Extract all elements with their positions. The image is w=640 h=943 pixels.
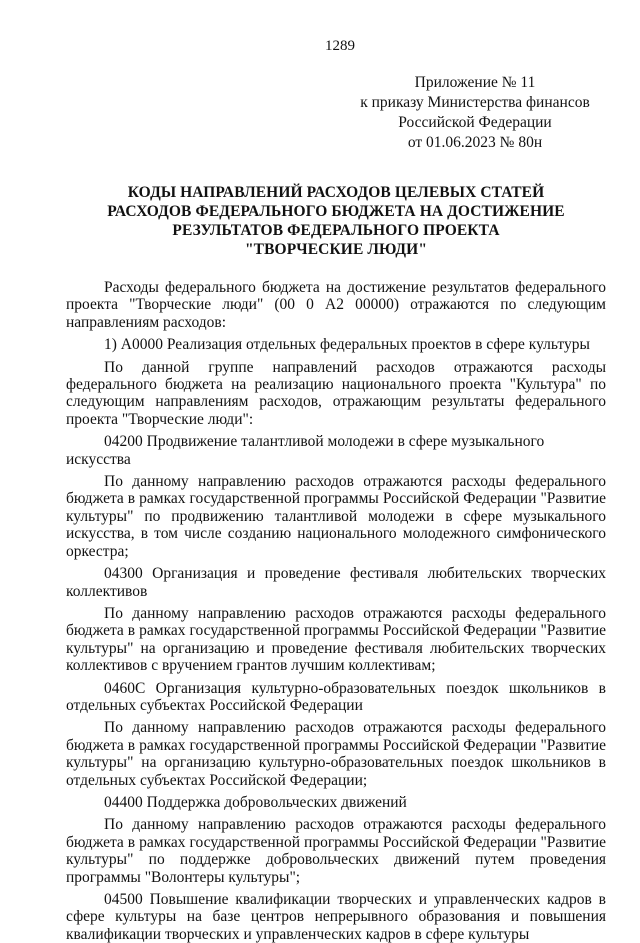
- appendix-line: Российской Федерации: [398, 114, 552, 131]
- paragraph-code-04300-desc: По данному направлению расходов отражаются расходы федерального бюджета в рамках государственной программы Российской Федерации "Развитие культуры" на организацию и проведение фестиваля любительских творческих коллективов с вручением грантов лучшим коллективам;: [66, 604, 606, 675]
- title-line: РАСХОДОВ ФЕДЕРАЛЬНОГО БЮДЖЕТА НА ДОСТИЖЕНИЕ: [107, 203, 565, 220]
- paragraph-intro: Расходы федерального бюджета на достижение результатов федерального проекта "Творческие люди" (00 0 А2 00000) отражаются по следующим направлениям расходов:: [66, 279, 606, 331]
- paragraph-code-04300: 04300 Организация и проведение фестиваля любительских творческих коллективов: [66, 565, 606, 600]
- paragraph-code-04400-desc: По данному направлению расходов отражаются расходы федерального бюджета в рамках государственной программы Российской Федерации "Развитие культуры" по поддержке добровольческих движений путем проведения программы "Волонтеры культуры";: [66, 816, 606, 886]
- page-number: 1289: [325, 38, 355, 54]
- paragraph-code-0460c: 0460С Организация культурно-образовательных поездок школьников в отдельных субъектах Российской Федерации: [66, 679, 606, 714]
- appendix-line: к приказу Министерства финансов: [360, 94, 590, 111]
- document-body: [66, 279, 606, 943]
- paragraph-group-a0000-desc: По данной группе направлений расходов отражаются расходы федерального бюджета на реализацию национального проекта "Культура" по следующим направлениям расходов, отражающим результаты федерального проекта "Творческие люди":: [66, 358, 606, 428]
- appendix-header: [360, 73, 590, 153]
- paragraph-code-04400: 04400 Поддержка добровольческих движений: [104, 793, 407, 811]
- paragraph-code-04200: 04200 Продвижение талантливой молодежи в сфере музыкального искусства: [66, 433, 545, 468]
- title-line: РЕЗУЛЬТАТОВ ФЕДЕРАЛЬНОГО ПРОЕКТА: [172, 222, 500, 239]
- title-line: КОДЫ НАПРАВЛЕНИЙ РАСХОДОВ ЦЕЛЕВЫХ СТАТЕЙ: [127, 184, 545, 201]
- paragraph-code-0460c-desc: По данному направлению расходов отражаются расходы федерального бюджета в рамках государственной программы Российской Федерации "Развитие культуры" на организацию культурно-образовательных поездок школьников в отдельных субъектах Российской Федерации;: [66, 719, 606, 789]
- appendix-line: от 01.06.2023 № 80н: [407, 134, 543, 151]
- paragraph-group-a0000: 1) А0000 Реализация отдельных федеральных проектов в сфере культуры: [104, 336, 590, 354]
- paragraph-code-04500: 04500 Повышение квалификации творческих и управленческих кадров в сфере культуры на базе центров непрерывного образования и повышения квалификации творческих и управленческих кадров в сфере культуры: [66, 891, 606, 943]
- document-title: [66, 183, 606, 259]
- appendix-line: Приложение № 11: [414, 74, 536, 91]
- paragraph-code-04200-desc: По данному направлению расходов отражаются расходы федерального бюджета в рамках государственной программы Российской Федерации "Развитие культуры" по продвижению талантливой молодежи в сфере музыкального искусства, в том числе созданию национального молодежного симфонического оркестра;: [66, 473, 606, 560]
- title-line: "ТВОРЧЕСКИЕ ЛЮДИ": [244, 241, 428, 258]
